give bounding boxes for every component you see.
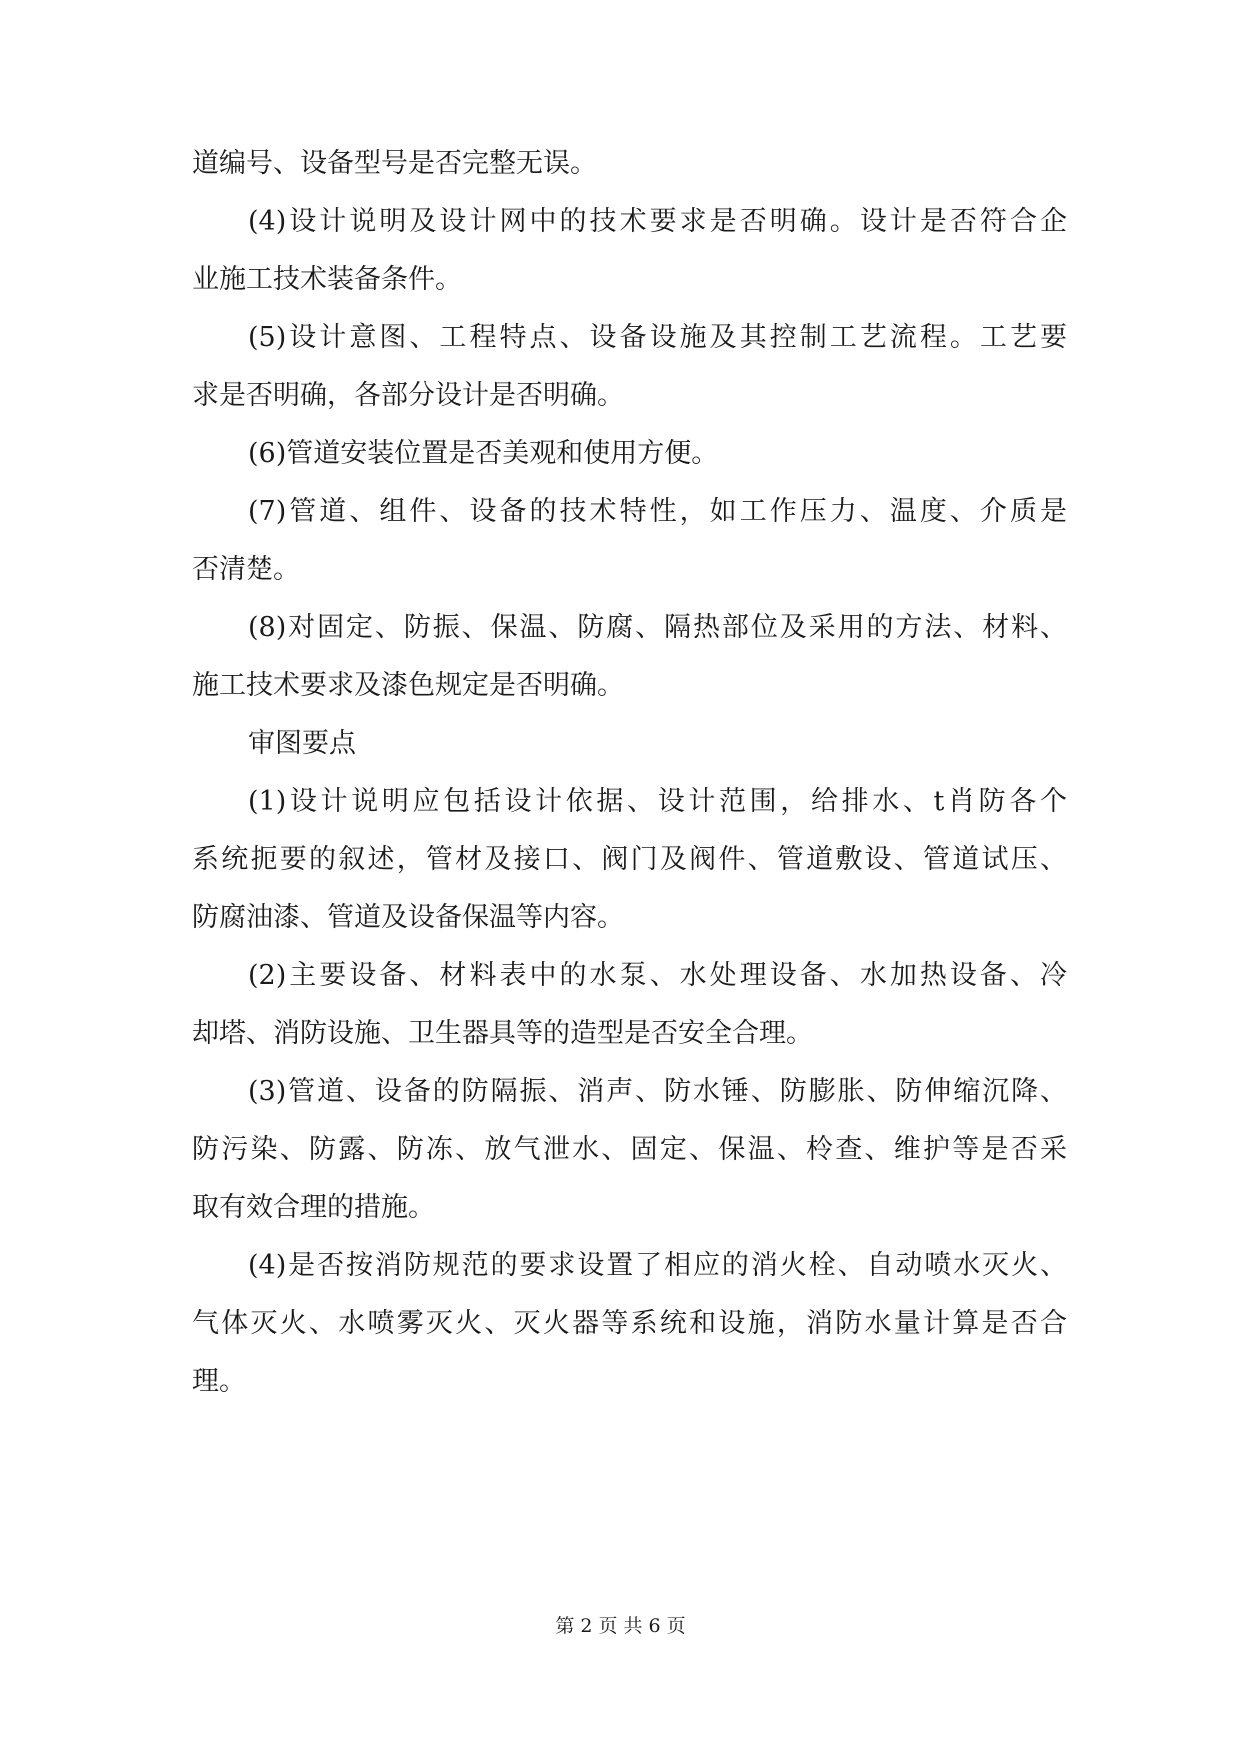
text-line: (2)主要设备、材料表中的水泵、水处理设备、水加热设备、冷: [248, 960, 1067, 991]
text-line: (7)管道、组件、设备的技术特性，如工作压力、温度、介质是: [248, 496, 1067, 527]
text-line: 气体灭火、水喷雾灭火、灭火器等系统和设施，消防水量计算是否合: [192, 1308, 1067, 1339]
page-footer: [0, 1614, 1241, 1638]
text-line: (4)设计说明及设计网中的技术要求是否明确。设计是否符合企: [248, 206, 1067, 237]
text-line: 理。: [192, 1366, 246, 1397]
text-line: 业施工技术装备条件。: [192, 264, 462, 295]
text-line: 施工技术要求及漆色规定是否明确。: [192, 670, 624, 701]
text-line: (6)管道安装位置是否美观和使用方便。: [248, 438, 719, 469]
text-line: 系统扼要的叙述，管材及接口、阀门及阀件、管道敷设、管道试压、: [192, 844, 1067, 875]
text-line: (8)对固定、防振、保温、防腐、隔热部位及采用的方法、材料、: [248, 612, 1067, 643]
text-line: 求是否明确，各部分设计是否明确。: [192, 380, 624, 411]
footer-prefix: 第: [555, 1615, 575, 1637]
footer-total-pages: 6: [648, 1615, 661, 1637]
text-line: 取有效合理的措施。: [192, 1192, 435, 1223]
text-line: 道编号、设备型号是否完整无误。: [192, 148, 597, 179]
text-line: 防腐油漆、管道及设备保温等内容。: [192, 902, 624, 933]
text-line: (3)管道、设备的防隔振、消声、防水锤、防膨胀、防伸缩沉降、: [248, 1076, 1067, 1107]
text-line: (1)设计说明应包括设计依据、设计范围，给排水、t肖防各个: [248, 786, 1067, 817]
text-line: (5)设计意图、工程特点、设备设施及其控制工艺流程。工艺要: [248, 322, 1067, 353]
text-line: (4)是否按消防规范的要求设置了相应的消火栓、自动喷水灭火、: [248, 1250, 1067, 1281]
text-line: 否清楚。: [192, 554, 300, 585]
text-line: 防污染、防露、防冻、放气泄水、固定、保温、柃查、维护等是否采: [192, 1134, 1067, 1165]
footer-suffix: 页: [666, 1615, 686, 1637]
text-line: 却塔、消防设施、卫生器具等的造型是否安全合理。: [192, 1018, 813, 1049]
footer-page-number: 2: [580, 1615, 593, 1637]
footer-middle: 页 共: [598, 1615, 643, 1637]
section-heading: 审图要点: [248, 728, 356, 759]
